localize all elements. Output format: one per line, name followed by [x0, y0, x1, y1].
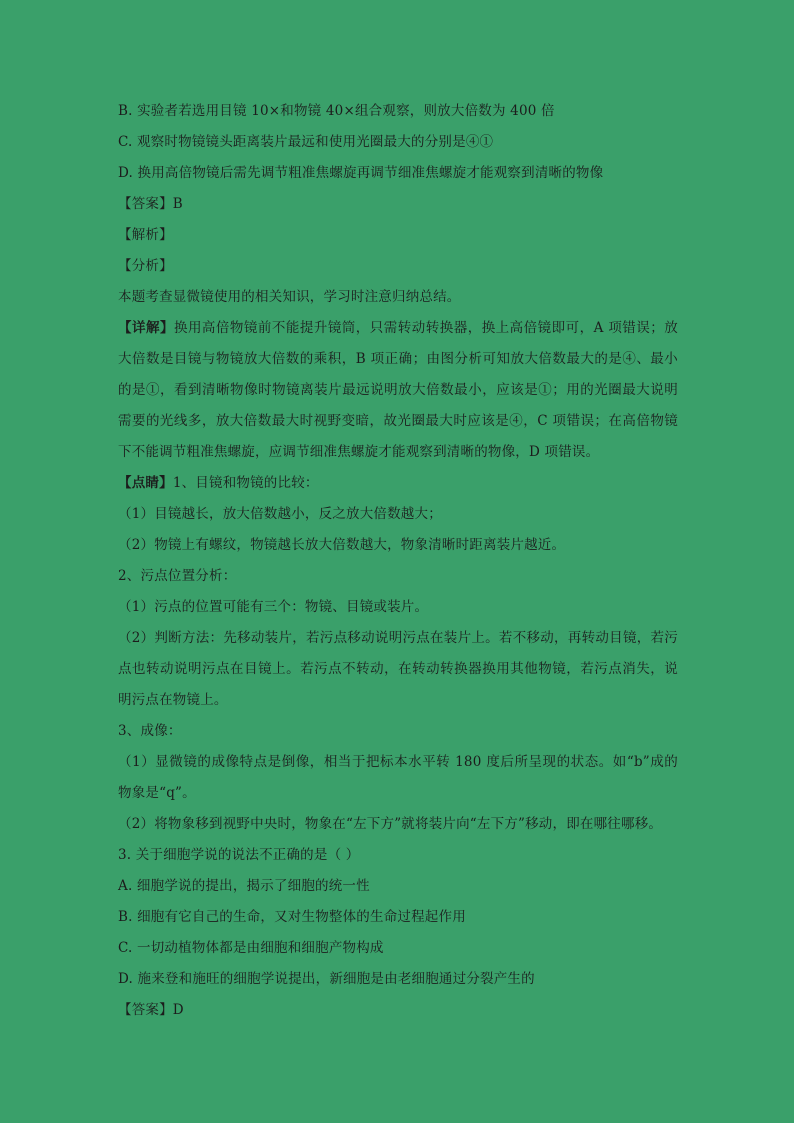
q2-option-d: D. 换用高倍物镜后需先调节粗准焦螺旋再调节细准焦螺旋才能观察到清晰的物像	[118, 165, 604, 181]
q2-fenxi-text: 本题考查显微镜使用的相关知识，学习时注意归纳总结。	[118, 289, 461, 305]
q2-fenxi-label: 【分析】	[118, 258, 173, 274]
dianjing-title: 1、目镜和物镜的比较：	[172, 475, 319, 491]
xiangjie-label: 【详解】	[118, 320, 174, 336]
q2-xiangjie	[118, 313, 678, 468]
q3-option-b: B. 细胞有它自己的生命，又对生物整体的生命过程起作用	[118, 909, 466, 925]
q3-option-c: C. 一切动植物体都是由细胞和细胞产物构成	[118, 940, 384, 956]
q3-option-d: D. 施来登和施旺的细胞学说提出，新细胞是由老细胞通过分裂产生的	[118, 971, 535, 987]
q2-jiexi-label: 【解析】	[118, 227, 173, 243]
dianjing-item-7: （1）显微镜的成像特点是倒像，相当于把标本水平转 180 度后所呈现的状态。如“b”成的物象是“q”。	[118, 754, 678, 801]
q2-option-c: C. 观察时物镜镜头距离装片最远和使用光圈最大的分别是④①	[118, 134, 494, 150]
q2-answer: 【答案】B	[118, 196, 183, 212]
dianjing-label: 【点睛】	[118, 475, 173, 491]
q2-dianjing	[118, 468, 678, 499]
dianjing-item-5: （2）判断方法：先移动装片，若污点移动说明污点在装片上。若不移动，再转动目镜，若污点也转动说明污点在目镜上。若污点不转动，在转动转换器换用其他物镜，若污点消失，说明污点在物镜上。	[118, 630, 678, 708]
q2-option-b: B. 实验者若选用目镜 10×和物镜 40×组合观察，则放大倍数为 400 倍	[118, 103, 555, 119]
dianjing-item-8: （2）将物象移到视野中央时，物象在“左下方”就将装片向“左下方”移动，即在哪往哪移。	[118, 816, 663, 832]
xiangjie-text: 换用高倍物镜前不能提升镜筒，只需转动转换器，换上高倍镜即可，A 项错误；放大倍数是目镜与物镜放大倍数的乘积，B 项正确；由图分析可知放大倍数最大的是④、最小的是①，看到清晰物像时物镜离装片最远说明放大倍数最小，应该是①；用的光圈最大说明需要的光线多，放大倍数最大时视野变暗，故光圈最大时应该是④，C 项错误；在高倍物镜下不能调节粗准焦螺旋，应调节细准焦螺旋才能观察到清晰的物像，D 项错误。	[118, 320, 678, 460]
dianjing-item-1: （1）目镜越长，放大倍数越小，反之放大倍数越大；	[118, 506, 442, 522]
dianjing-item-6: 3、成像：	[118, 723, 182, 739]
q3-stem: 3. 关于细胞学说的说法不正确的是（ ）	[118, 847, 360, 863]
dianjing-item-4: （1）污点的位置可能有三个：物镜、目镜或装片。	[118, 599, 429, 615]
document-page	[118, 96, 678, 1026]
q3-option-a: A. 细胞学说的提出，揭示了细胞的统一性	[118, 878, 370, 894]
q3-answer: 【答案】D	[118, 1002, 184, 1018]
dianjing-item-3: 2、污点位置分析：	[118, 568, 237, 584]
dianjing-item-2: （2）物镜上有螺纹，物镜越长放大倍数越大，物象清晰时距离装片越近。	[118, 537, 566, 553]
